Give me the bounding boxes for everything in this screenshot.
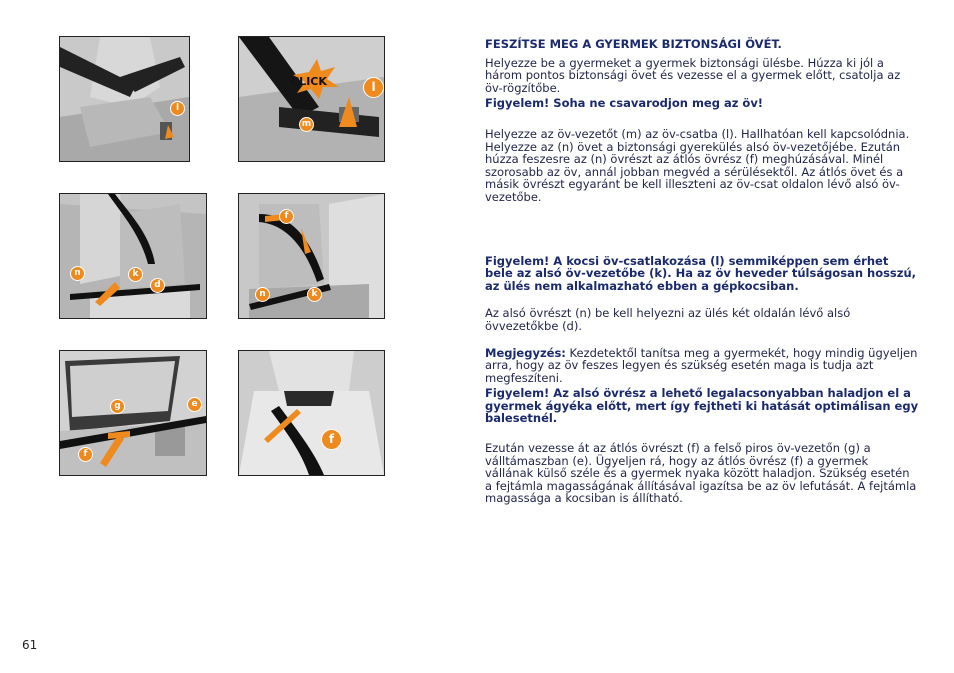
illustration-buckle-insert (59, 36, 190, 162)
illustration-diagonal-belt-position (238, 350, 385, 476)
note-text: Kezdetektől tanítsa meg a gyermekét, hogy mindig ügyeljen arra, hogy az öv feszes legyen és szükség esetén maga is tudja azt megfeszíteni. (485, 345, 918, 385)
callout-g: g (110, 399, 125, 414)
paragraph-insert-child: Helyezze be a gyermeket a gyermek biztonsági ülésbe. Húzza ki jól a három pontos biztonsági övet és vezesse el a gyermek előtt, csatolja az öv-rögzítőbe. (485, 55, 901, 95)
section-heading: FESZÍTSE MEG A GYERMEK BIZTONSÁGI ÖVÉT. (485, 37, 782, 51)
illustration-lower-belt-guide (59, 193, 207, 319)
callout-k: k (307, 287, 322, 302)
callout-n: n (70, 266, 85, 281)
callout-f: f (78, 447, 93, 462)
paragraph-diagonal-belt: Ezután vezesse át az átlós övrészt (f) a felső piros öv-vezetőn (g) a válltámaszban (e). Ügyeljen rá, hogy az átlós övrész (f) a gyermek vállának külső széle és a gyermek nyaka között haladjon. Szükség esetén a fejtámla magasságának állításával igazítsa be az öv lefutását. A fejtámla magassága a kocsiban is állítható. (485, 441, 917, 506)
callout-l: l (363, 77, 384, 98)
callout-d: d (150, 278, 165, 293)
illustration-shoulder-guide (59, 350, 207, 476)
warning-lap-belt-low: Figyelem! Az alsó övrész a lehető legalacsonyabban haladjon el a gyermek ágyéka előtt, mert így fejtheti ki hatását optimálisan egy balesetnél. (485, 386, 919, 426)
paragraph-note (485, 347, 920, 385)
warning-buckle-position: Figyelem! A kocsi öv-csatlakozása (l) semmiképpen sem érhet bele az alsó öv-vezetőbe (k). Ha az öv heveder túlságosan hosszú, az ülés nem alkalmazható ebben a gépkocsiban. (485, 253, 917, 293)
page-number: 61 (22, 638, 38, 652)
illustration-diagonal-belt-position-drawing (239, 351, 384, 475)
callout-f: f (279, 209, 294, 224)
callout-n: n (255, 287, 270, 302)
warning-no-twist: Figyelem! Soha ne csavarodjon meg az öv! (485, 96, 764, 111)
instruction-text-column (485, 38, 920, 505)
callout-k: k (128, 267, 143, 282)
callout-l: l (170, 101, 185, 116)
illustration-click-buckle (238, 36, 385, 162)
illustration-lower-belt-guide-drawing (60, 194, 206, 318)
paragraph-lower-belt: Az alsó övrészt (n) be kell helyezni az ülés két oldalán lévő alsó övvezetőkbe (d). (485, 306, 851, 333)
note-label: Megjegyzés: (485, 345, 566, 360)
callout-f: f (321, 429, 342, 450)
callout-m: m (299, 117, 314, 132)
illustration-diagonal-tension (238, 193, 385, 319)
callout-e: e (187, 397, 202, 412)
illustration-click-buckle-drawing (239, 37, 384, 161)
illustration-buckle-insert-drawing (60, 37, 189, 161)
paragraph-belt-guide: Helyezze az öv-vezetőt (m) az öv-csatba (l). Hallhatóan kell kapcsolódnia. Helyezze az (n) övet a biztonsági gyerekülés alsó öv-vezetőjébe. Ezután húzza feszesre az (n) övrészt az átlós övrész (f) meghúzásával. Minél szorosabb az öv, annál jobban megvéd a sérülésektől. Az átlós övet és a másik övrészt egyaránt be kell illeszteni az öv-csat oldalon lévő alsó öv-vezetőbe. (485, 126, 910, 204)
click-label: CLICK (291, 75, 327, 88)
